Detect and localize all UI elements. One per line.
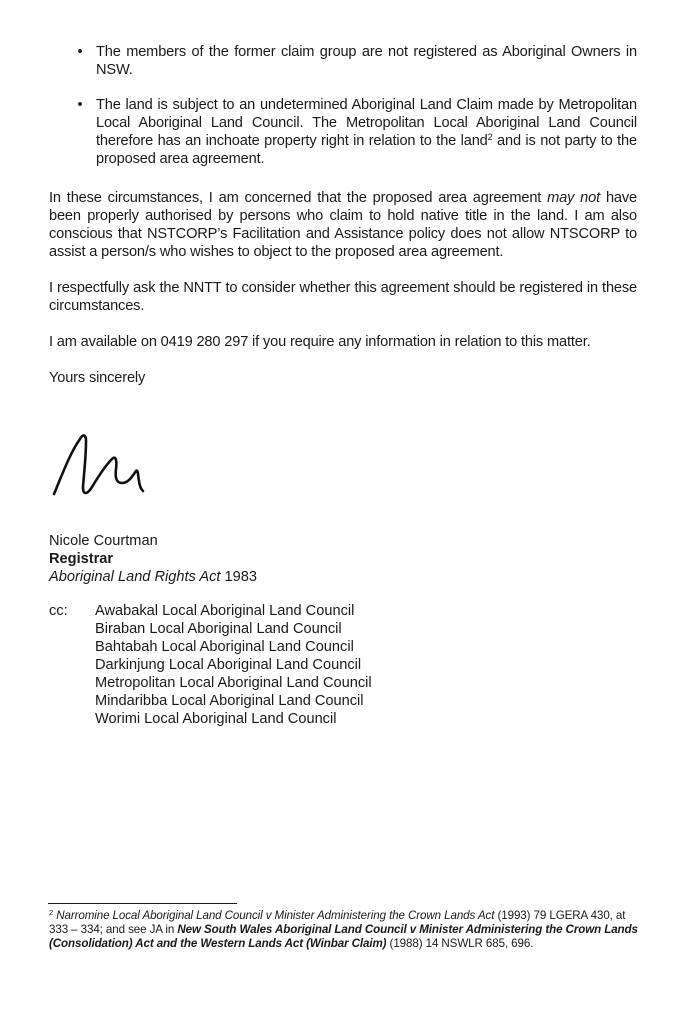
signer-act-name: Aboriginal Land Rights Act [49,569,221,585]
cc-recipient: Worimi Local Aboriginal Land Council [95,711,337,727]
footnote-citation-1: (1993) 79 LGERA 430, at 333 – 334; and see JA in [49,909,626,936]
signer-act-year: 1983 [220,569,257,585]
footnote-reference[interactable]: 2 [487,132,493,142]
bullet-icon: • [77,44,83,60]
bullet-icon: • [77,97,83,113]
bullet-text-continued: and is not party to the proposed area agreement. [96,133,637,167]
concern-text-after: have been properly authorised by persons who claim to hold native title in the land. I am also conscious that NSTCORP’s Facilitation and Assistance policy does not allow NTSCORP to assist a person/s who wishes to object to the proposed area agreement. [49,190,637,260]
signer-title: Registrar [49,551,114,567]
cc-recipient: Mindaribba Local Aboriginal Land Council [95,693,364,709]
cc-recipient: Darkinjung Local Aboriginal Land Council [95,657,362,673]
footnote-case-1: Narromine Local Aboriginal Land Council v Minister Administering the Crown Lands Act [56,909,495,922]
footnote [49,909,639,951]
paragraph-contact: I am available on 0419 280 297 if you require any information in relation to this matter. [49,334,591,350]
footnote-case-2: New South Wales Aboriginal Land Council v Minister Administering the Crown Lands (Consolidation) Act and the Western Lands Act (Winbar Claim) [49,923,638,950]
cc-recipient: Bahtabah Local Aboriginal Land Council [95,639,354,655]
footnote-divider [48,903,237,904]
bullet-item [49,43,637,79]
signature-image [50,425,160,505]
closing-salutation: Yours sincerely [49,370,146,386]
cc-label: cc: [49,603,68,619]
footnote-number: 2 [49,908,54,917]
bullet-text [96,97,637,167]
bullet-text: The members of the former claim group are not registered as Aboriginal Owners in NSW. [96,44,637,78]
paragraph-concern [49,189,637,261]
signer-block [49,532,257,586]
cc-recipient: Metropolitan Local Aboriginal Land Council [95,675,372,691]
signature-stroke [54,435,143,494]
cc-recipient: Biraban Local Aboriginal Land Council [95,621,342,637]
concern-emphasis: may not [547,190,601,206]
signer-act [49,568,257,586]
concern-text-before: In these circumstances, I am concerned that the proposed area agreement [49,190,548,206]
cc-recipient: Awabakal Local Aboriginal Land Council [95,603,355,619]
paragraph-request: I respectfully ask the NNTT to consider whether this agreement should be registered in these circumstances. [49,280,637,314]
bullet-list [49,43,637,185]
bullet-item [49,96,637,168]
footnote-citation-2: (1988) 14 NSWLR 685, 696. [386,937,534,950]
cc-recipient-list [95,602,372,728]
bullet-text-main: The land is subject to an undetermined Aboriginal Land Claim made by Metropolitan Local Aboriginal Land Council. The Metropolitan Local Aboriginal Land Council therefore has an inchoate property right in relation to the land [96,97,637,149]
signer-name: Nicole Courtman [49,533,158,549]
